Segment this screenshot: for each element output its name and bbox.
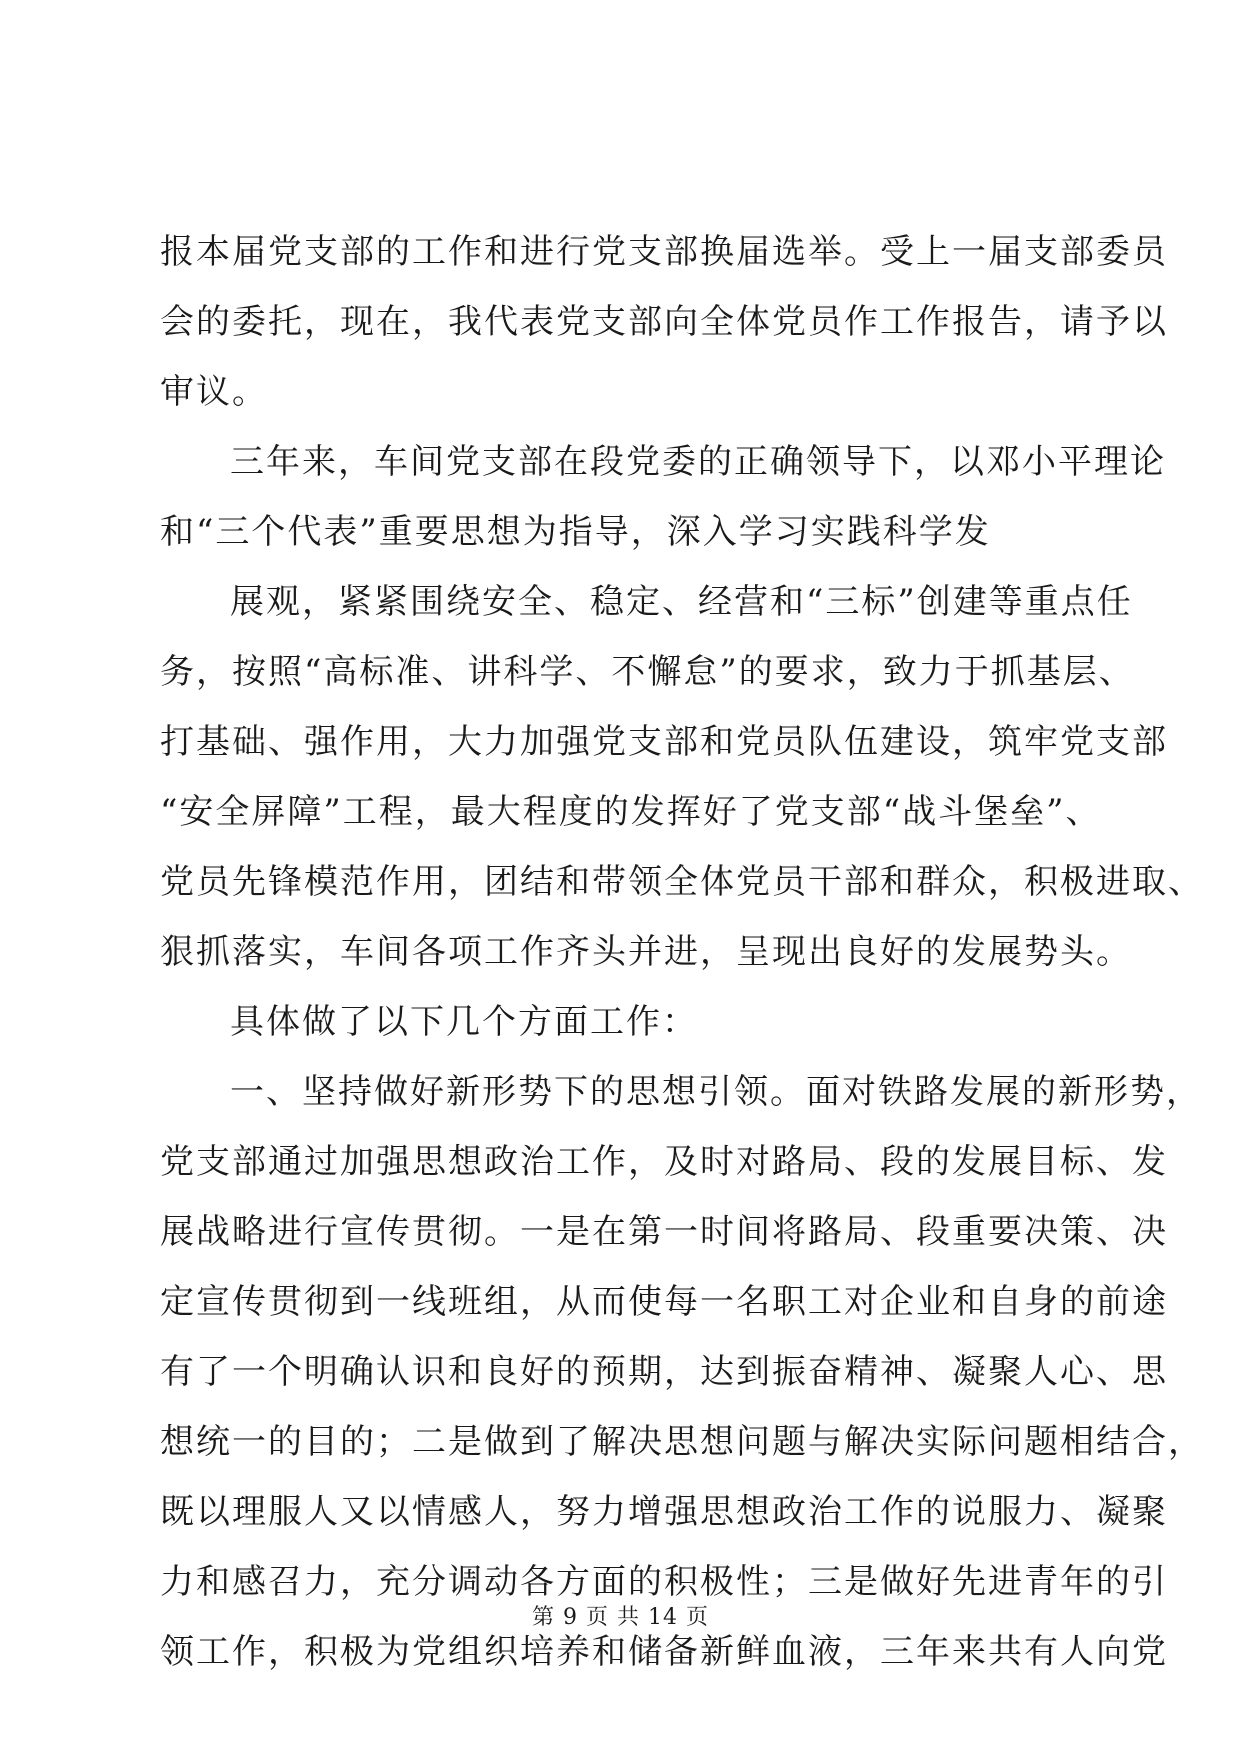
body-line: 定宣传贯彻到一线班组，从而使每一名职工对企业和自身的前途 bbox=[160, 1282, 1168, 1322]
body-line: 报本届党支部的工作和进行党支部换届选举。受上一届支部委员 bbox=[160, 232, 1168, 272]
paragraph-first-line: 具体做了以下几个方面工作： bbox=[230, 1002, 698, 1042]
body-line: 展战略进行宣传贯彻。一是在第一时间将路局、段重要决策、决 bbox=[160, 1212, 1168, 1252]
paragraph-first-line: 展观，紧紧围绕安全、稳定、经营和“三标”创建等重点任 bbox=[230, 582, 1133, 622]
body-line: “安全屏障”工程，最大程度的发挥好了党支部“战斗堡垒”、 bbox=[160, 792, 1102, 832]
body-line: 狠抓落实，车间各项工作齐头并进，呈现出良好的发展势头。 bbox=[160, 932, 1132, 972]
page-number-footer: 第 9 页 共 14 页 bbox=[532, 1605, 709, 1630]
paragraph-first-line: 一、坚持做好新形势下的思想引领。面对铁路发展的新形势， bbox=[230, 1072, 1202, 1112]
body-line: 和“三个代表”重要思想为指导，深入学习实践科学发 bbox=[160, 512, 991, 552]
body-line: 打基础、强作用，大力加强党支部和党员队伍建设，筑牢党支部 bbox=[160, 722, 1168, 762]
body-line: 领工作，积极为党组织培养和储备新鲜血液，三年来共有人向党 bbox=[160, 1632, 1168, 1672]
body-line: 会的委托，现在，我代表党支部向全体党员作工作报告，请予以 bbox=[160, 302, 1168, 342]
body-line: 务，按照“高标准、讲科学、不懈怠”的要求，致力于抓基层、 bbox=[160, 652, 1135, 692]
body-line: 力和感召力，充分调动各方面的积极性；三是做好先进青年的引 bbox=[160, 1562, 1168, 1602]
body-line: 审议。 bbox=[160, 372, 268, 412]
body-line: 党员先锋模范作用，团结和带领全体党员干部和群众，积极进取、 bbox=[160, 862, 1204, 902]
paragraph-first-line: 三年来，车间党支部在段党委的正确领导下，以邓小平理论 bbox=[230, 442, 1166, 482]
body-line: 想统一的目的；二是做到了解决思想问题与解决实际问题相结合， bbox=[160, 1422, 1204, 1462]
body-line: 党支部通过加强思想政治工作，及时对路局、段的发展目标、发 bbox=[160, 1142, 1168, 1182]
body-line: 既以理服人又以情感人，努力增强思想政治工作的说服力、凝聚 bbox=[160, 1492, 1168, 1532]
body-line: 有了一个明确认识和良好的预期，达到振奋精神、凝聚人心、思 bbox=[160, 1352, 1168, 1392]
